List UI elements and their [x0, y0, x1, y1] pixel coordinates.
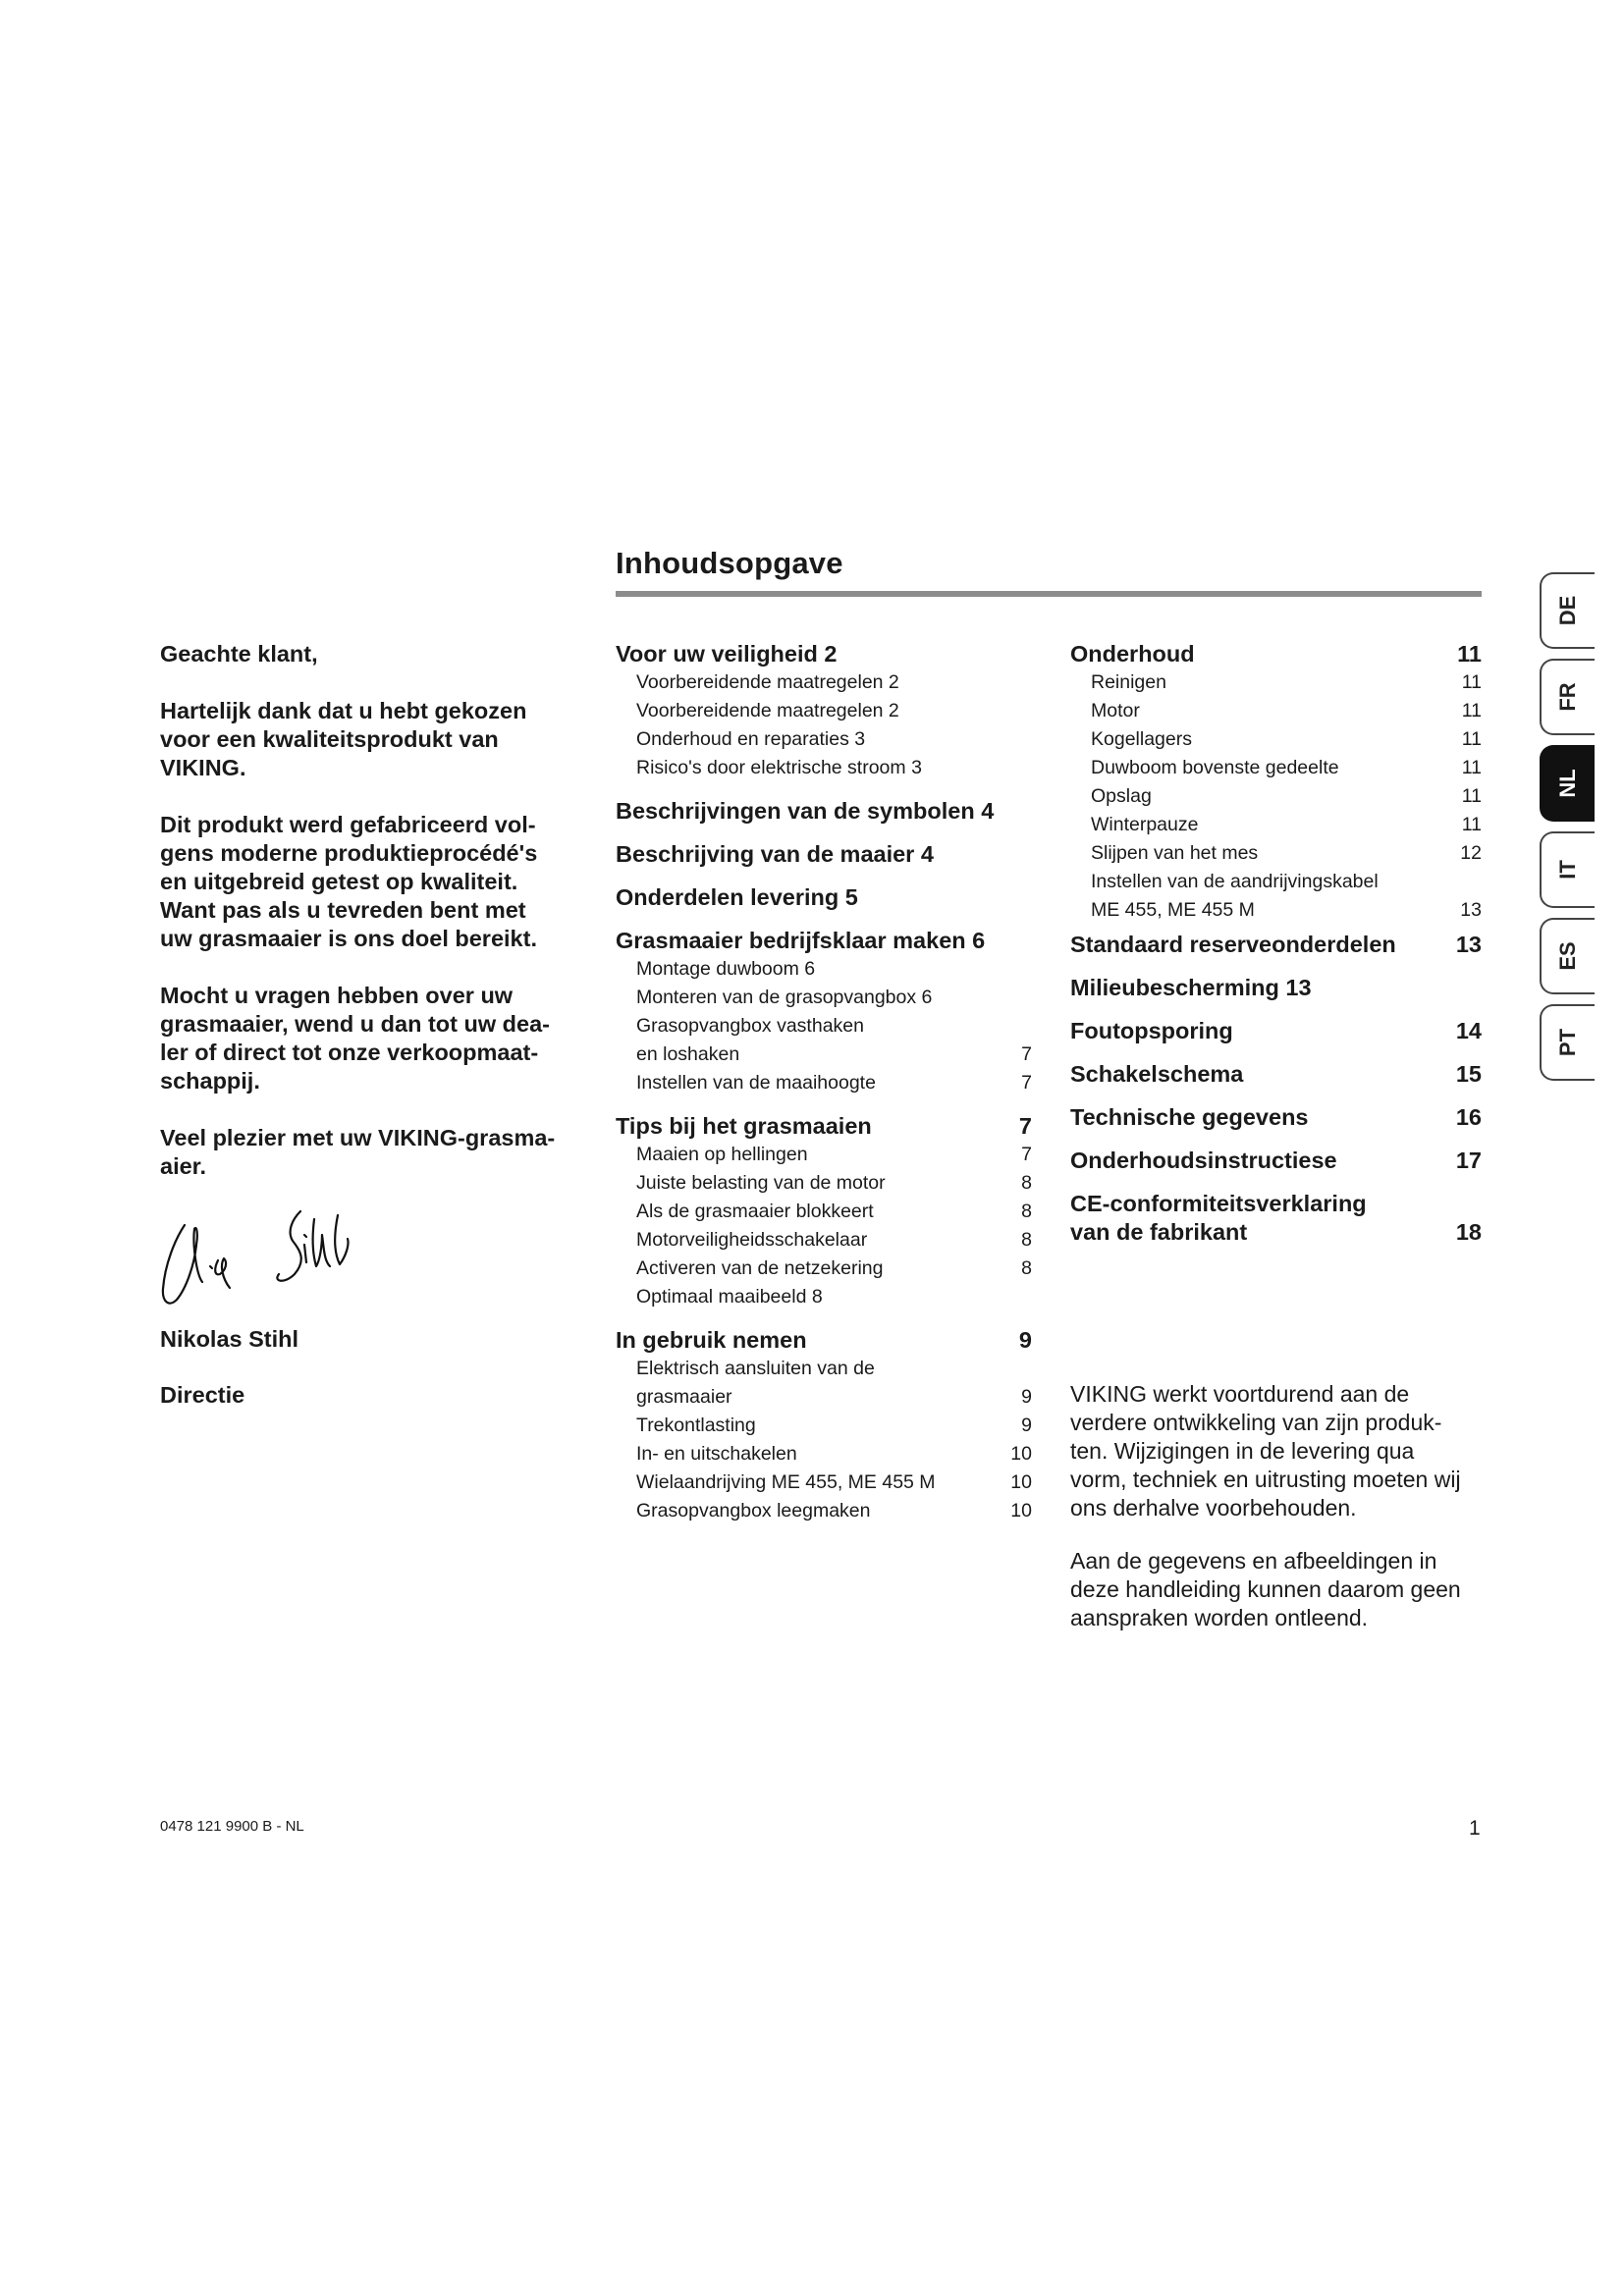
toc-item: [616, 1198, 1032, 1226]
toc-item-page: 8: [1021, 1257, 1032, 1279]
signer-role: Directie: [160, 1382, 245, 1408]
language-tab-nl[interactable]: [1540, 745, 1595, 822]
toc-section: [1070, 1017, 1482, 1045]
letter: [160, 640, 572, 1209]
toc-item-page: 9: [1021, 1415, 1032, 1436]
toc-section: [1070, 1060, 1482, 1089]
toc-item-page: 8: [1021, 1201, 1032, 1222]
page-title: Inhoudsopgave: [616, 546, 843, 580]
toc-item-title: Grasopvangbox leegmaken: [636, 1500, 871, 1522]
toc-item-page: 11: [1461, 728, 1482, 750]
toc-item-title: Montage duwboom 6: [636, 958, 816, 980]
letter-line: Hartelijk dank dat u hebt gekozen: [160, 698, 527, 723]
toc-item-page: 11: [1461, 757, 1482, 778]
toc-item: [616, 1012, 1032, 1041]
toc-item-title: Duwboom bovenste gedeelte: [1091, 757, 1339, 778]
toc-item-page: 10: [1010, 1500, 1032, 1522]
toc-section-page: 9: [1018, 1327, 1032, 1353]
language-tab-label: FR: [1555, 682, 1580, 712]
toc-item-page: 11: [1461, 785, 1482, 807]
toc-right-column: [1070, 640, 1482, 1247]
language-tab-de[interactable]: [1540, 572, 1595, 649]
toc-item-title: Wielaandrijving ME 455, ME 455 M: [636, 1471, 936, 1493]
toc-item: [616, 984, 1032, 1012]
toc-item-title: Slijpen van het mes: [1091, 842, 1259, 864]
letter-line: grasmaaier, wend u dan tot uw dea-: [160, 1011, 550, 1037]
letter-line: en uitgebreid getest op kwaliteit.: [160, 869, 518, 894]
letter-paragraph: [160, 982, 572, 1095]
toc-section-title: Standaard reserveonderdelen: [1070, 932, 1396, 957]
toc-item: [1070, 839, 1482, 868]
letter-line: ler of direct tot onze verkoopmaat-: [160, 1040, 539, 1065]
toc-item-page: 11: [1461, 700, 1482, 721]
toc-section-page: 11: [1457, 641, 1482, 667]
toc-item-title: Grasopvangbox vasthaken: [636, 1015, 864, 1037]
letter-line: Mocht u vragen hebben over uw: [160, 983, 514, 1008]
toc-section: [1070, 1103, 1482, 1132]
toc-section: [616, 797, 1032, 826]
letter-paragraph: [160, 697, 572, 782]
letter-line: VIKING.: [160, 755, 246, 780]
toc-item: [616, 1468, 1032, 1497]
toc-section-page: 14: [1455, 1018, 1482, 1043]
toc-section: [616, 883, 1032, 912]
toc-section-title: Grasmaaier bedrijfsklaar maken 6: [616, 928, 986, 953]
toc-item-page: 7: [1021, 1043, 1032, 1065]
toc-item-title: Monteren van de grasopvangbox 6: [636, 987, 933, 1008]
toc-section-page: 7: [1018, 1113, 1032, 1139]
toc-item: [1070, 668, 1482, 697]
language-tab-label: PT: [1555, 1028, 1580, 1057]
toc-item-title: Motor: [1091, 700, 1140, 721]
letter-line: voor een kwaliteitsprodukt van: [160, 726, 499, 752]
toc-item: [616, 1497, 1032, 1525]
toc-section-title: CE-conformiteitsverklaring: [1070, 1191, 1367, 1216]
toc-item-title: en loshaken: [636, 1043, 740, 1065]
toc-section-title-line2: van de fabrikant: [1070, 1219, 1248, 1245]
title-rule: [616, 591, 1482, 597]
toc-section: [616, 840, 1032, 869]
toc-item-page: 8: [1021, 1172, 1032, 1194]
toc-item-page: 10: [1010, 1471, 1032, 1493]
toc-item: [1070, 782, 1482, 811]
toc-item: [616, 1069, 1032, 1097]
letter-line: Dit produkt werd gefabriceerd vol-: [160, 812, 536, 837]
toc-item: [1070, 754, 1482, 782]
toc-item-page: 9: [1021, 1386, 1032, 1408]
toc-section-title: Beschrijving van de maaier 4: [616, 841, 934, 867]
toc-item: [616, 697, 1032, 725]
signature-image: [157, 1205, 383, 1311]
toc-item-title: Trekontlasting: [636, 1415, 756, 1436]
notice-paragraph-2: [1070, 1547, 1492, 1632]
toc-item: [616, 1383, 1032, 1412]
toc-section-title: Beschrijvingen van de symbolen 4: [616, 798, 995, 824]
toc-section-title: Voor uw veiligheid 2: [616, 641, 838, 667]
notice-line: VIKING werkt voortdurend aan de: [1070, 1381, 1410, 1407]
toc-section-title: Schakelschema: [1070, 1061, 1244, 1087]
letter-line: uw grasmaaier is ons doel bereikt.: [160, 926, 537, 951]
toc-item: [616, 1041, 1032, 1069]
toc-section-title: Onderhoud: [1070, 641, 1195, 667]
toc-item-page: 13: [1460, 899, 1482, 921]
letter-line: gens moderne produktieprocédé's: [160, 840, 538, 866]
toc-item-page: 10: [1010, 1443, 1032, 1465]
notice-line: Aan de gegevens en afbeeldingen in: [1070, 1548, 1437, 1574]
toc-item: [616, 1283, 1032, 1311]
toc-item: [616, 955, 1032, 984]
notice-line: ten. Wijzigingen in de levering qua: [1070, 1438, 1415, 1464]
toc-item-page: 12: [1460, 842, 1482, 864]
toc-item-title: grasmaaier: [636, 1386, 732, 1408]
notice-line: aanspraken worden ontleend.: [1070, 1605, 1369, 1630]
toc-section: [616, 927, 1032, 955]
toc-item: [1070, 725, 1482, 754]
toc-section: [1070, 1147, 1482, 1175]
letter-greeting: Geachte klant,: [160, 641, 318, 667]
toc-item: [1070, 868, 1482, 896]
language-tab-it[interactable]: [1540, 831, 1595, 908]
toc-section-title: Milieubescherming 13: [1070, 975, 1312, 1000]
toc-item-title: In- en uitschakelen: [636, 1443, 797, 1465]
toc-item-title: Motorveiligheidsschakelaar: [636, 1229, 868, 1251]
toc-item: [616, 1169, 1032, 1198]
toc-item-page: 8: [1021, 1229, 1032, 1251]
toc-item: [1070, 811, 1482, 839]
toc-section-title: Tips bij het grasmaaien: [616, 1113, 872, 1139]
language-tab-fr[interactable]: [1540, 659, 1595, 735]
toc-section-title: Foutopsporing: [1070, 1018, 1233, 1043]
language-tab-label: IT: [1555, 860, 1580, 880]
toc-item-title: Instellen van de aandrijvingskabel: [1091, 871, 1379, 892]
toc-section-title: Technische gegevens: [1070, 1104, 1309, 1130]
toc-item-title: Reinigen: [1091, 671, 1166, 693]
document-code: 0478 121 9900 B - NL: [160, 1818, 304, 1835]
toc-item-title: Winterpauze: [1091, 814, 1199, 835]
toc-section-page: 15: [1455, 1061, 1482, 1087]
toc-section-page: 13: [1455, 932, 1482, 957]
letter-line: Want pas als u tevreden bent met: [160, 897, 526, 923]
toc-item-page: 11: [1461, 814, 1482, 835]
toc-item: [1070, 697, 1482, 725]
toc-section: [616, 1112, 1032, 1141]
toc-item-title: Voorbereidende maatregelen 2: [636, 671, 899, 693]
toc-item: [616, 1440, 1032, 1468]
toc-left-column: [616, 640, 1032, 1525]
toc-section-title: In gebruik nemen: [616, 1327, 807, 1353]
toc-section: [1070, 974, 1482, 1002]
toc-section-page: 18: [1455, 1219, 1482, 1245]
notice-line: ons derhalve voorbehouden.: [1070, 1495, 1357, 1521]
signer-name: Nikolas Stihl: [160, 1326, 299, 1352]
toc-item: [616, 1255, 1032, 1283]
toc-item: [616, 754, 1032, 782]
toc-section: [1070, 1190, 1482, 1247]
language-tab-pt[interactable]: [1540, 1004, 1595, 1081]
letter-paragraph: [160, 1124, 572, 1181]
toc-section: [616, 1326, 1032, 1355]
toc-item: [616, 725, 1032, 754]
notice-line: deze handleiding kunnen daarom geen: [1070, 1576, 1461, 1602]
toc-item: [616, 668, 1032, 697]
language-tab-label: DE: [1555, 595, 1580, 626]
toc-section: [616, 640, 1032, 668]
toc-section-page: 16: [1455, 1104, 1482, 1130]
toc-item: [616, 1141, 1032, 1169]
toc-item-title: Instellen van de maaihoogte: [636, 1072, 876, 1094]
toc-item-page: 11: [1461, 671, 1482, 693]
notice-paragraph-1: [1070, 1380, 1492, 1522]
letter-line: aier.: [160, 1153, 207, 1179]
page-number: 1: [1469, 1817, 1481, 1840]
toc-item-title: Voorbereidende maatregelen 2: [636, 700, 899, 721]
toc-item-title: Activeren van de netzekering: [636, 1257, 884, 1279]
letter-paragraph: [160, 811, 572, 953]
toc-item-title: ME 455, ME 455 M: [1091, 899, 1255, 921]
toc-item-page: 7: [1021, 1072, 1032, 1094]
notice-line: vorm, techniek en uitrusting moeten wij: [1070, 1467, 1461, 1492]
letter-line: schappij.: [160, 1068, 260, 1094]
language-tab-label: NL: [1555, 769, 1580, 798]
toc-item: [616, 1412, 1032, 1440]
toc-item: [1070, 896, 1482, 925]
toc-section-title: Onderdelen levering 5: [616, 884, 858, 910]
toc-item-title: Onderhoud en reparaties 3: [636, 728, 866, 750]
language-tab-es[interactable]: [1540, 918, 1595, 994]
toc-section: [1070, 931, 1482, 959]
toc-item-title: Opslag: [1091, 785, 1152, 807]
toc-item-title: Juiste belasting van de motor: [636, 1172, 886, 1194]
toc-item-title: Elektrisch aansluiten van de: [636, 1358, 875, 1379]
toc-item-title: Optimaal maaibeeld 8: [636, 1286, 823, 1308]
toc-item: [616, 1355, 1032, 1383]
toc-item-title: Als de grasmaaier blokkeert: [636, 1201, 874, 1222]
letter-line: Veel plezier met uw VIKING-grasma-: [160, 1125, 556, 1150]
toc-section: [1070, 640, 1482, 668]
toc-item: [616, 1226, 1032, 1255]
notice-line: verdere ontwikkeling van zijn produk-: [1070, 1410, 1442, 1435]
toc-item-title: Kogellagers: [1091, 728, 1192, 750]
letter-paragraphs: [160, 697, 572, 1181]
language-tab-label: ES: [1555, 941, 1580, 971]
toc-item-title: Risico's door elektrische stroom 3: [636, 757, 922, 778]
toc-item-title: Maaien op hellingen: [636, 1144, 808, 1165]
toc-item-page: 7: [1021, 1144, 1032, 1165]
toc-section-page: 17: [1455, 1148, 1482, 1173]
toc-section-title: Onderhoudsinstructiese: [1070, 1148, 1337, 1173]
notice: [1070, 1380, 1492, 1657]
